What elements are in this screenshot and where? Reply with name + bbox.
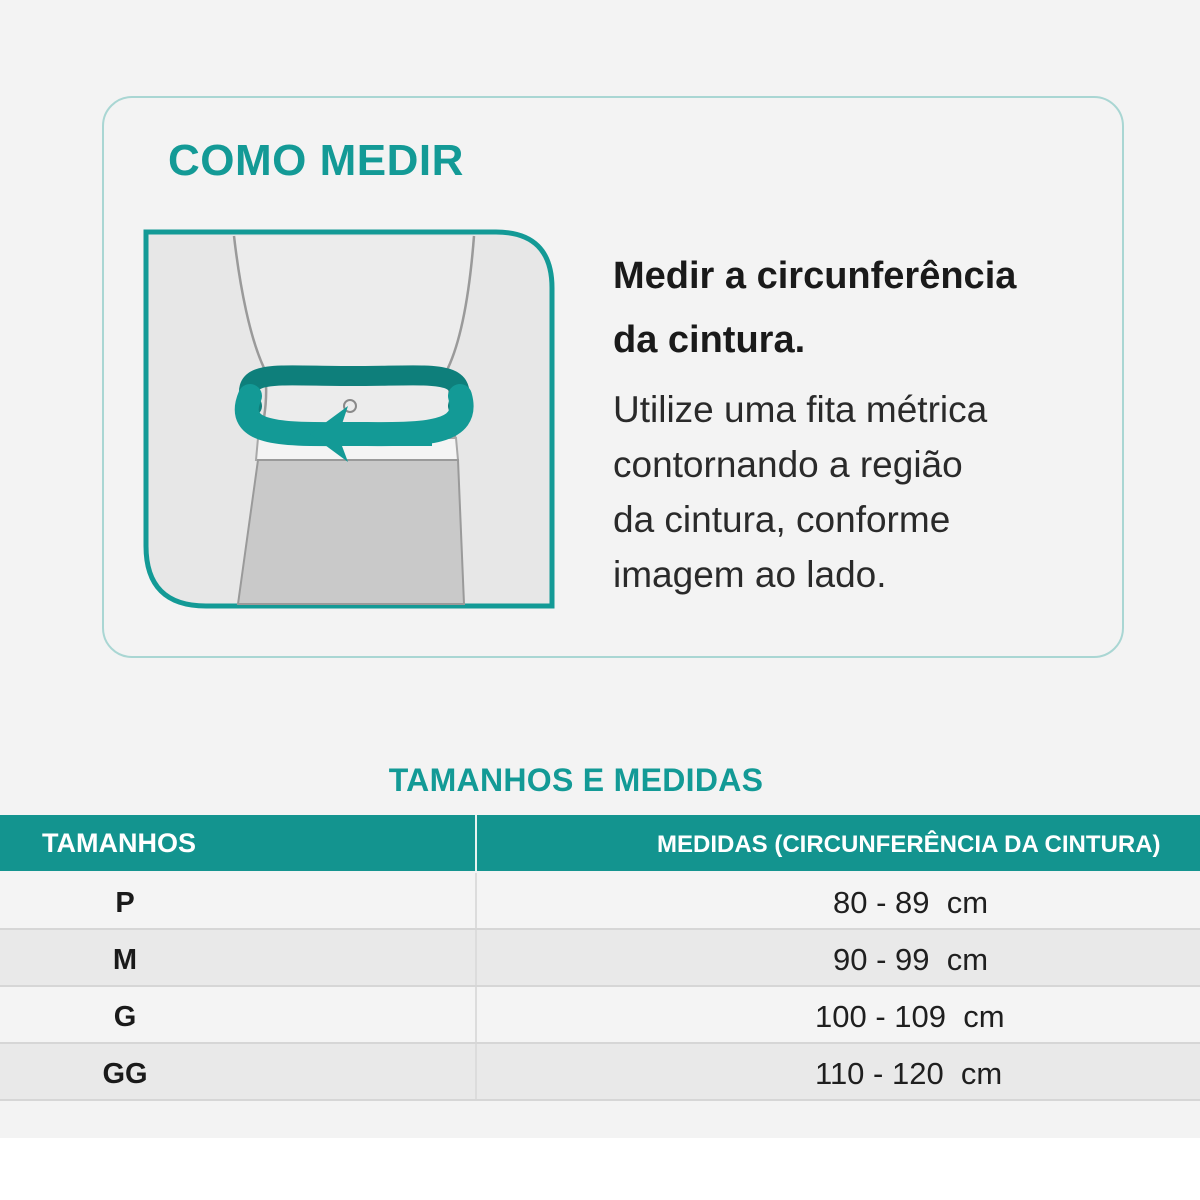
header-divider bbox=[475, 815, 477, 871]
table-row bbox=[0, 987, 1200, 1044]
size-cell: G bbox=[113, 1001, 137, 1033]
table-row bbox=[0, 1044, 1200, 1101]
instruction-body-line: da cintura, conforme bbox=[613, 499, 951, 540]
waist-measuring-tape-icon bbox=[142, 228, 556, 610]
page-footer bbox=[0, 1138, 1200, 1200]
column-header-measure: MEDIDAS (CIRCUNFERÊNCIA DA CINTURA) bbox=[657, 831, 1161, 858]
measure-cell: 80 - 89 cm bbox=[833, 885, 989, 920]
table-row bbox=[0, 873, 1200, 930]
instruction-body-line: imagem ao lado. bbox=[613, 554, 887, 595]
table-row bbox=[0, 930, 1200, 987]
size-cell: GG bbox=[102, 1058, 148, 1090]
instruction-body-line: Utilize uma fita métrica bbox=[613, 389, 988, 430]
instruction-body bbox=[613, 382, 1113, 602]
instruction-heading-line: Medir a circunferência bbox=[613, 255, 1017, 297]
measure-cell: 110 - 120 cm bbox=[815, 1056, 1003, 1091]
size-cell: P bbox=[115, 887, 135, 919]
how-to-measure-title: COMO MEDIR bbox=[168, 136, 464, 185]
instruction-heading bbox=[613, 244, 1113, 372]
column-header-size: TAMANHOS bbox=[42, 828, 196, 858]
measure-cell: 100 - 109 cm bbox=[815, 999, 1005, 1034]
instruction-heading-line: da cintura. bbox=[613, 319, 806, 361]
instruction-body-line: contornando a região bbox=[613, 444, 963, 485]
sizes-table-title: TAMANHOS E MEDIDAS bbox=[388, 762, 764, 798]
measure-cell: 90 - 99 cm bbox=[833, 942, 989, 977]
size-cell: M bbox=[112, 944, 138, 976]
